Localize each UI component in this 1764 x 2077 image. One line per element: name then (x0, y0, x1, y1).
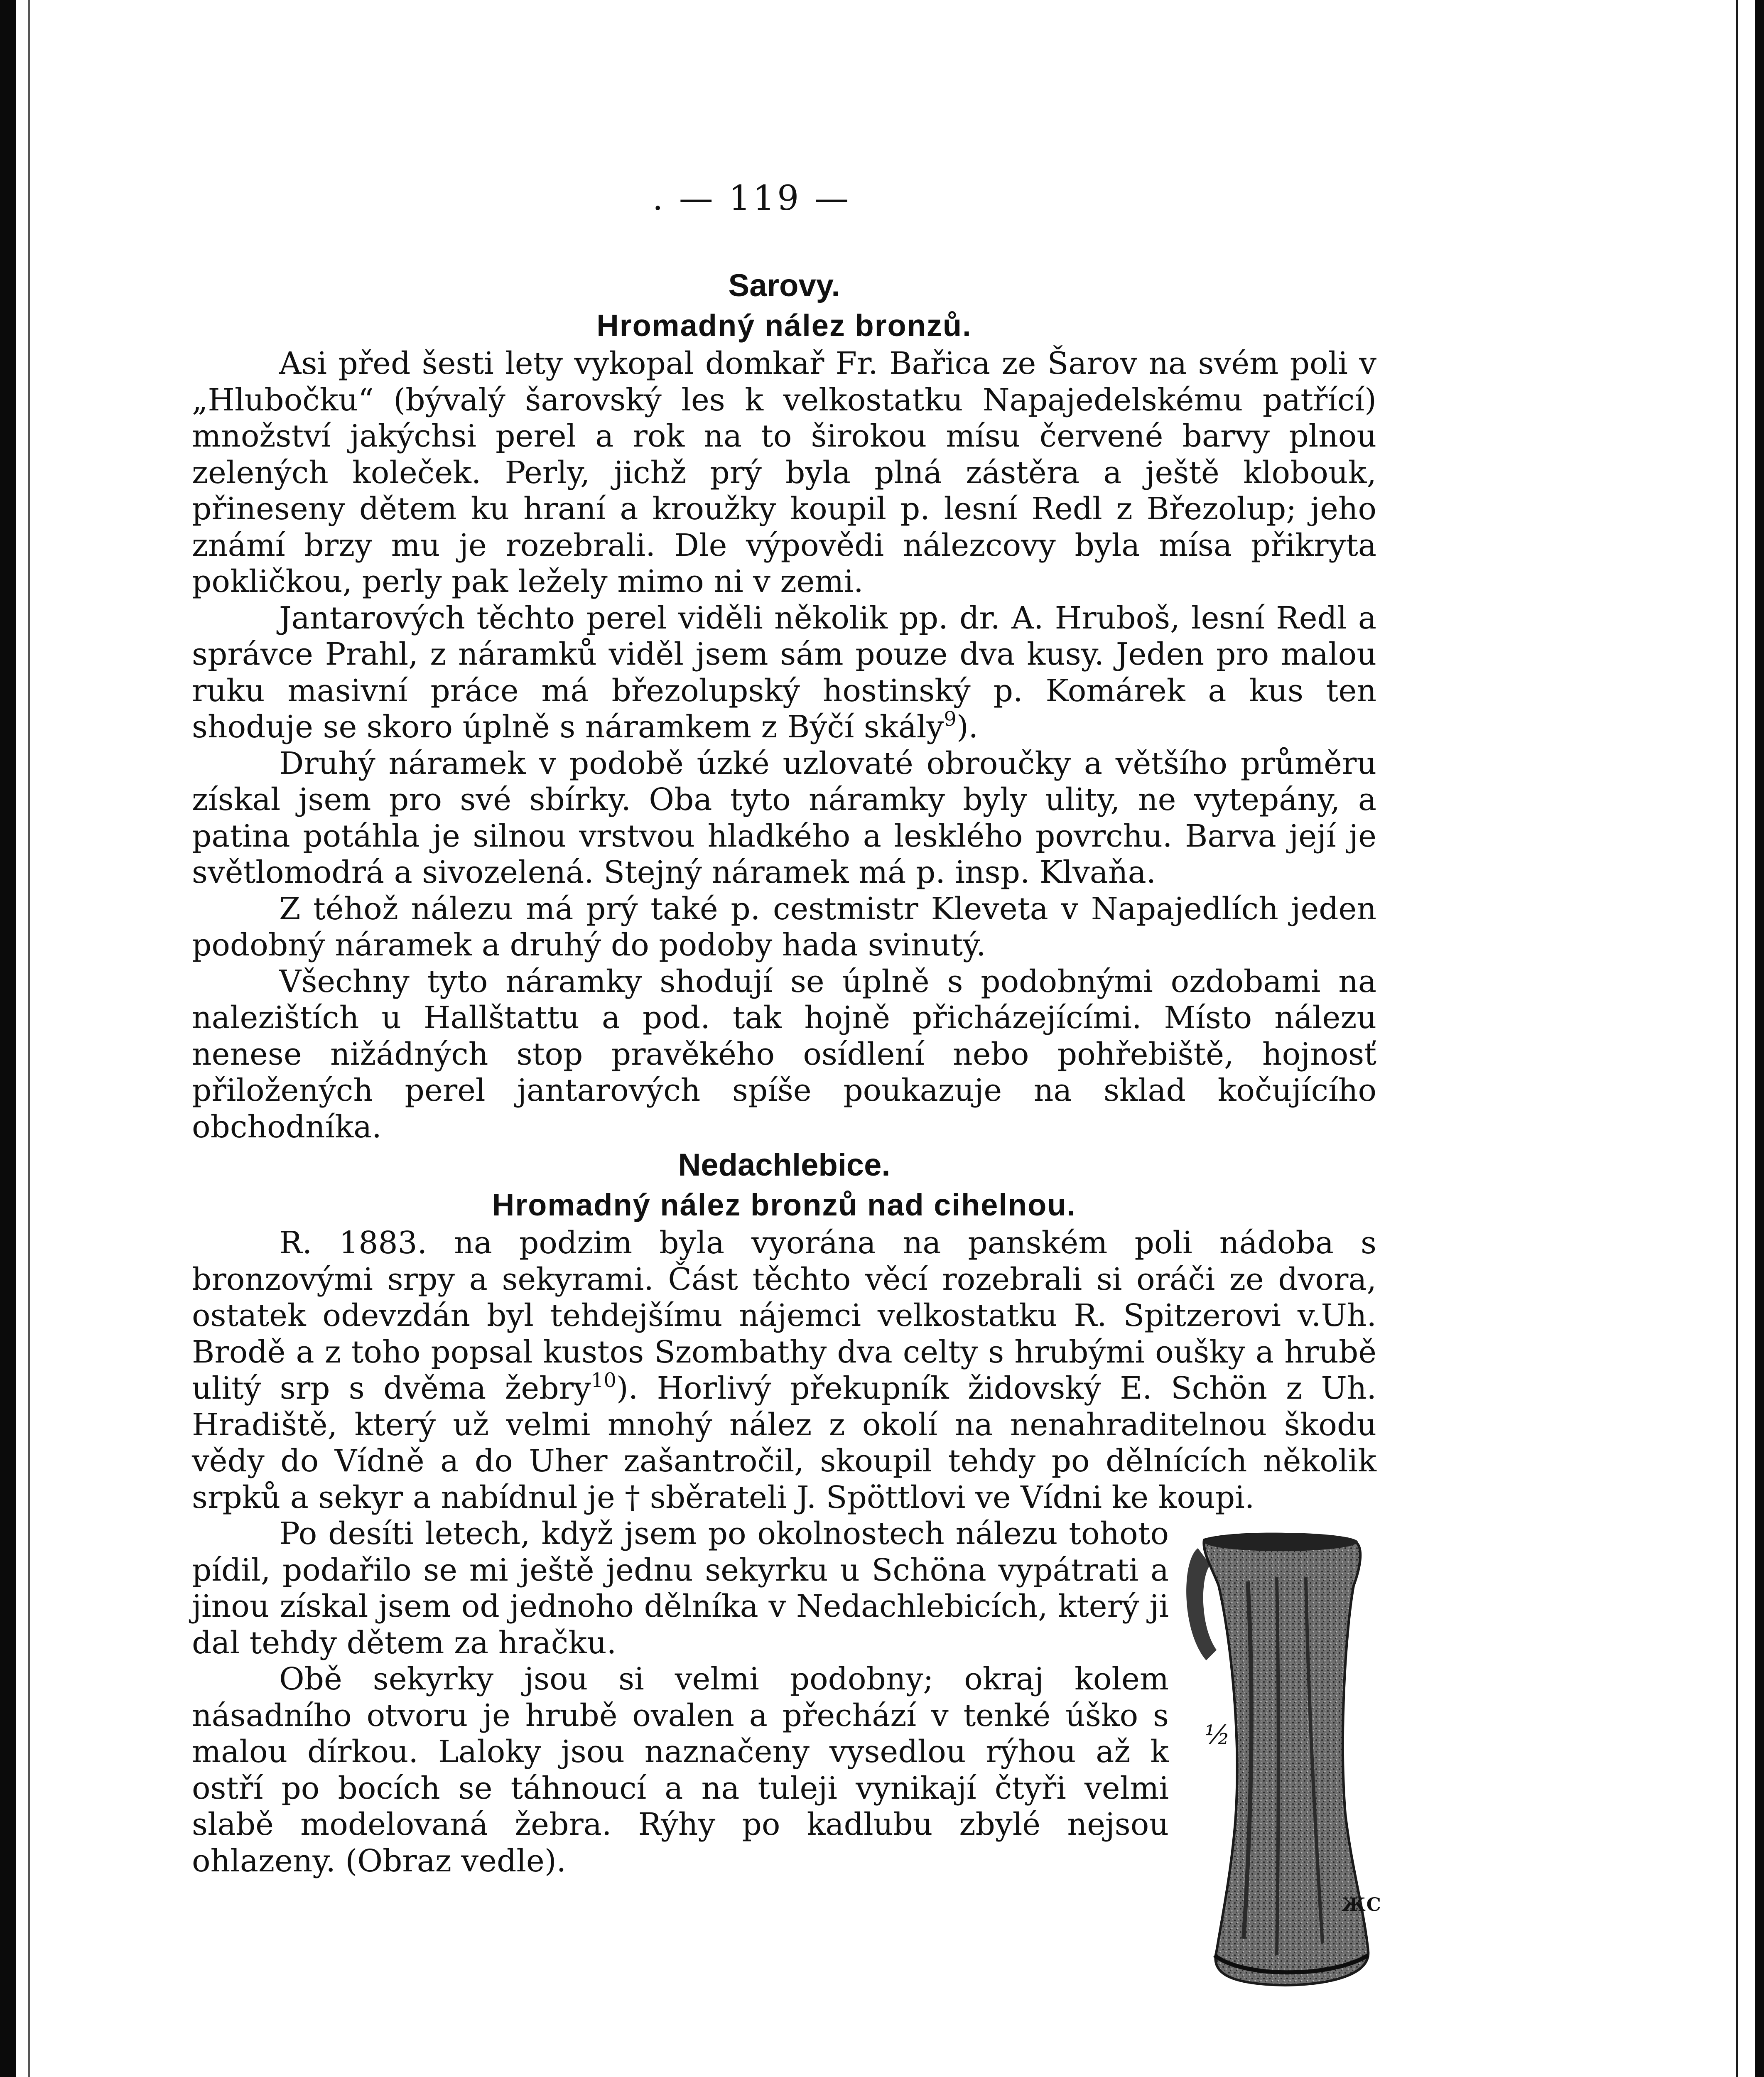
paragraph: Po desíti letech, když jsem po okolnostech nálezu tohoto pídil, podařilo se mi ještě jednu sekyrku u Schöna vypátrati a jinou získal jsem od jednoho dělníka v Nedachlebicích, který ji dal tehdy dětem za hračku. (192, 1516, 1169, 1661)
paragraph: Z téhož nálezu má prý také p. cestmistr Kleveta v Napajedlích jeden podobný náramek a druhý do podoby hada svinutý. (192, 891, 1376, 963)
paragraph: Asi před šesti lety vykopal domkař Fr. Bařica ze Šarov na svém poli v „Hlubočku“ (bývalý šarovský les k velkostatku Napajedelskému patřící) množství jakýchsi perel a rok na to širokou mísu červené barvy plnou zelených koleček. Perly, jichž prý byla plná zástěra a ještě klobouk, přineseny dětem ku hraní a kroužky koupil p. lesní Redl z Březolup; jeho známí brzy mu je rozebrali. Dle výpovědi nálezcovy byla mísa přikryta pokličkou, perly pak ležely mimo ni v zemi. (192, 346, 1376, 599)
paragraph: Všechny tyto náramky shodují se úplně s podobnými ozdobami na nalezištích u Hallštattu a pod. tak hojně přicházejícími. Místo nálezu nenese nižádných stop pravěkého osídlení nebo pohřebiště, hojnosť přiložených perel jantarových spíše poukazuje na sklad kočujícího obchodníka. (192, 963, 1376, 1145)
section-subtitle-sarovy: Hromadný nález bronzů. (596, 308, 972, 343)
figure-signature: ЖС (1342, 1894, 1382, 1915)
page-number: . — 119 — (652, 179, 851, 218)
footnote-ref-9: 9 (944, 707, 957, 731)
section-title-nedachlebice: Nedachlebice. (678, 1147, 891, 1183)
scan-frame-right-edge (1736, 0, 1738, 2077)
scan-frame-left (0, 0, 16, 2077)
axe-socket-rim (1204, 1533, 1358, 1551)
bronze-axe-figure (1181, 1523, 1376, 2034)
scan-frame-left-edge (28, 0, 30, 2077)
axe-body (1204, 1534, 1368, 1985)
figure-scale-mark: ½ (1205, 1720, 1231, 1750)
scan-frame-right (1755, 0, 1764, 2077)
paragraph-text: ). Horlivý překupník židovský E. Schön z Uh. Hradiště, který už velmi mnohý nález z okolí na nenahraditelnou škodu vědy do Vídně a do Uher zašantročil, skoupil tehdy po dělnících několik srpků a sekyr a nabídnul je † sběrateli J. Spöttlovi ve Vídni ke koupi. (192, 1370, 1376, 1515)
socketed-axe-illustration (1181, 1523, 1376, 2034)
page-body (192, 266, 1376, 2037)
footnote-ref-10: 10 (591, 1369, 616, 1392)
paragraph: Obě sekyrky jsou si velmi podobny; okraj kolem násadního otvoru je hrubě ovalen a přechází v tenké úško s malou dírkou. Laloky jsou naznačeny vysedlou rýhou až k ostří po bocích se táhnoucí a na tuleji vynikají čtyři velmi slabě modelovaná žebra. Rýhy po kadlubu zbylé nejsou ohlazeny. (Obraz vedle). (192, 1661, 1169, 1879)
paragraph (192, 600, 1376, 746)
paragraph-text: Jantarových těchto perel viděli několik pp. dr. A. Hruboš, lesní Redl a správce Prahl, z náramků viděl jsem sám pouze dva kusy. Jeden pro malou ruku masivní práce má březolupský hostinský p. Komárek a kus ten shoduje se skoro úplně s náramkem z Býčí skály (192, 600, 1376, 745)
paragraph (192, 1225, 1376, 1516)
paragraph-text-tail: ). (956, 709, 979, 745)
section-title-sarovy: Sarovy. (728, 268, 840, 303)
section-subtitle-nedachlebice: Hromadný nález bronzů nad cihelnou. (492, 1188, 1077, 1222)
paragraph-text: R. 1883. na podzim byla vyorána na panském poli nádoba s bronzovými srpy a sekyrami. Část těchto věcí rozebrali si oráči ze dvora, ostatek odevzdán byl tehdejšímu nájemci velkostatku R. Spitzerovi v.Uh. Brodě a z toho popsal kustos Szombathy dva celty s hrubými oušky a hrubě ulitý srp s dvěma žebry (192, 1225, 1376, 1406)
paragraph: Druhý náramek v podobě úzké uzlovaté obroučky a většího průměru získal jsem pro své sbírky. Oba tyto náramky byly ulity, ne vytepány, a patina potáhla je silnou vrstvou hladkého a lesklého povrchu. Barva její je světlomodrá a sivozelená. Stejný náramek má p. insp. Klvaňa. (192, 745, 1376, 890)
axe-rib (1277, 1577, 1278, 1955)
